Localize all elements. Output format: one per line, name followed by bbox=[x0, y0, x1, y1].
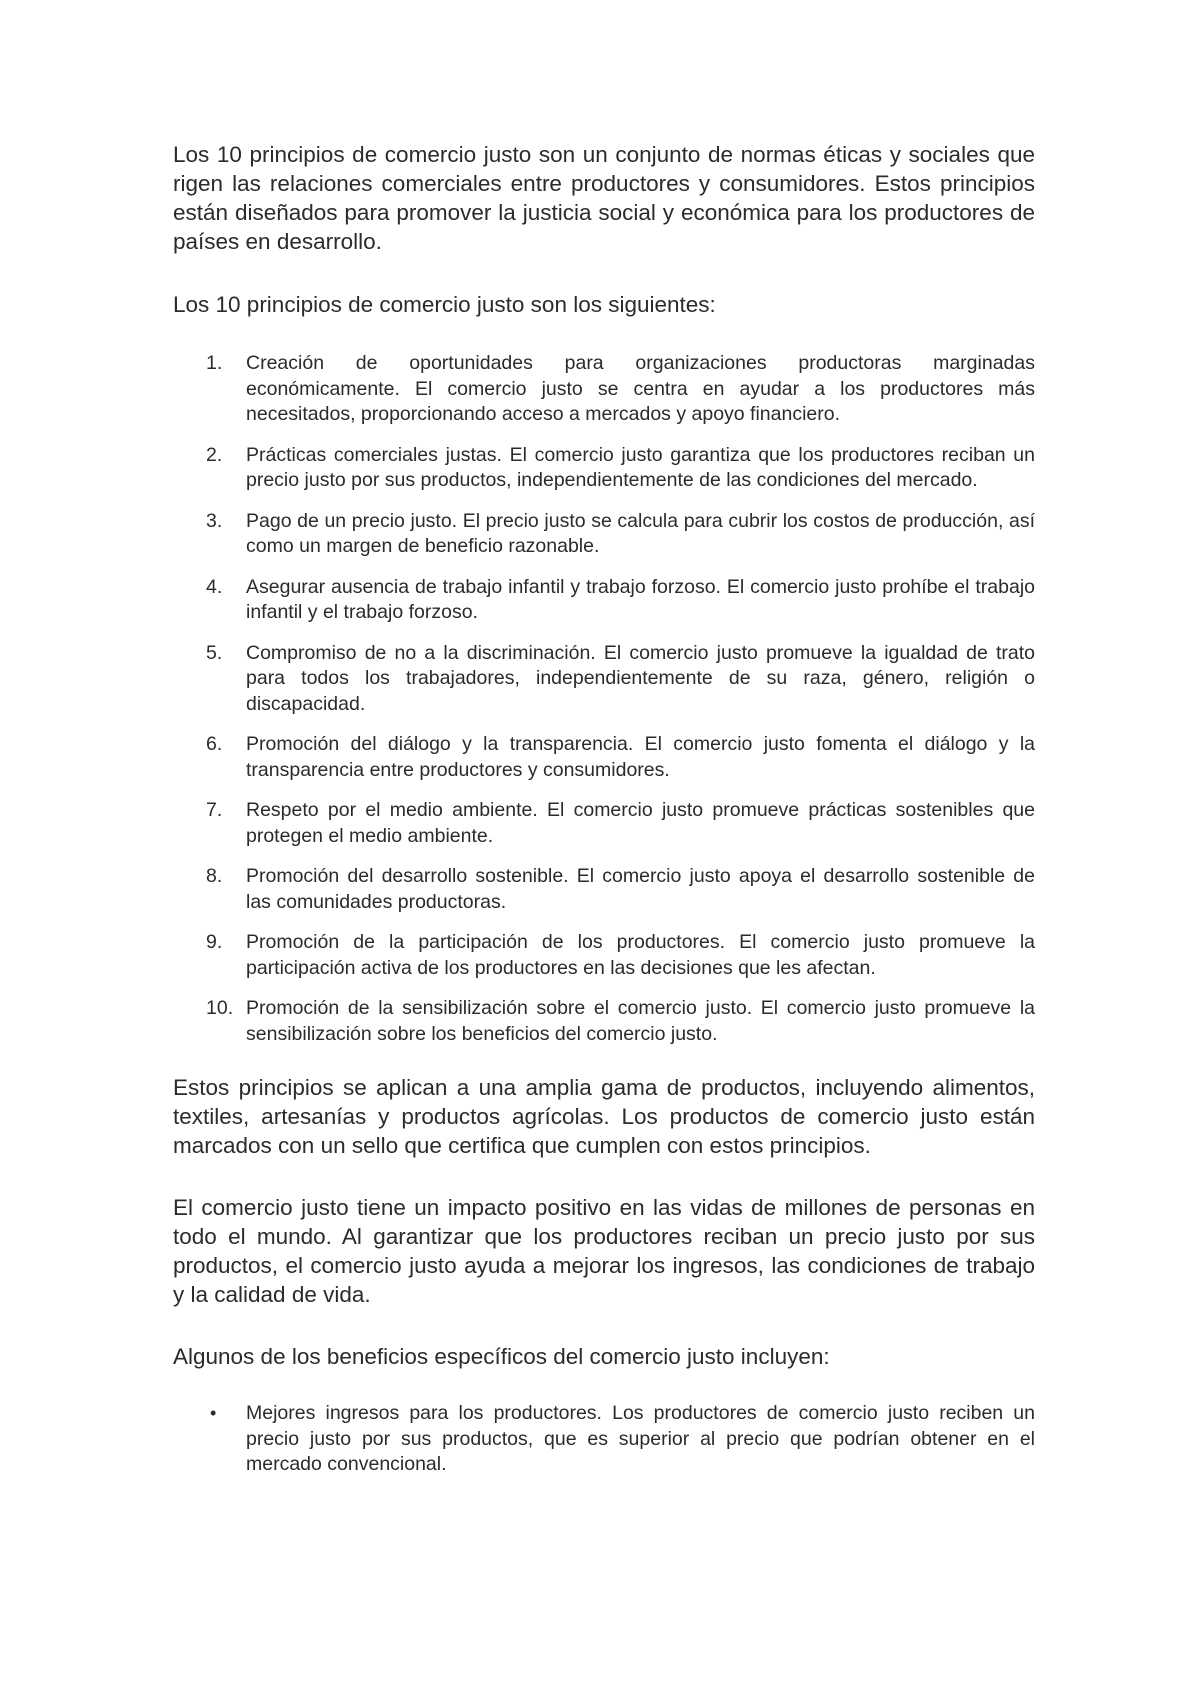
list-item-text: Promoción del desarrollo sostenible. El comercio justo apoya el desarrollo sostenible de las comunidades productoras. bbox=[246, 865, 1035, 913]
list-item bbox=[173, 443, 1035, 494]
list-item bbox=[173, 509, 1035, 560]
list-item-text: Prácticas comerciales justas. El comercio justo garantiza que los productores reciban un precio justo por sus productos, independientemente de las condiciones del mercado. bbox=[246, 443, 1035, 491]
list-item bbox=[173, 864, 1035, 915]
list-number: 9. bbox=[206, 931, 223, 953]
list-number: 3. bbox=[206, 509, 223, 532]
list-item bbox=[173, 996, 1035, 1047]
list-item bbox=[173, 351, 1035, 428]
list-item bbox=[173, 575, 1035, 626]
list-item-text: Promoción del diálogo y la transparencia. El comercio justo fomenta el diálogo y la transparencia entre productores y consumidores. bbox=[246, 733, 1035, 781]
list-number: 10. bbox=[206, 997, 234, 1019]
list-number: 7. bbox=[206, 799, 223, 821]
list-item bbox=[173, 798, 1035, 849]
list-number: 2. bbox=[206, 443, 223, 466]
list-number: 5. bbox=[206, 641, 223, 664]
impact-paragraph: El comercio justo tiene un impacto positivo en las vidas de millones de personas en todo el mundo. Al garantizar que los productores reciban un precio justo por sus productos, el comercio justo ayuda a mejorar los ingresos, las condiciones de trabajo y la calidad de vida. bbox=[173, 1195, 1035, 1307]
list-item bbox=[173, 641, 1035, 718]
list-number: 6. bbox=[206, 733, 223, 755]
scope-paragraph: Estos principios se aplican a una amplia gama de productos, incluyendo alimentos, textiles, artesanías y productos agrícolas. Los productos de comercio justo están marcados con un sello que certifica que cumplen con estos principios. bbox=[173, 1075, 1035, 1158]
list-item-text: Pago de un precio justo. El precio justo se calcula para cubrir los costos de producción, así como un margen de beneficio razonable. bbox=[246, 509, 1035, 557]
principles-list bbox=[173, 351, 1035, 1047]
benefits-lead: Algunos de los beneficios específicos del comercio justo incluyen: bbox=[173, 1344, 830, 1369]
list-number: 4. bbox=[206, 575, 223, 598]
list-item-text: Compromiso de no a la discriminación. El comercio justo promueve la igualdad de trato para todos los trabajadores, independientemente de su raza, género, religión o discapacidad. bbox=[246, 641, 1035, 715]
list-item bbox=[173, 1401, 1035, 1478]
list-item-text: Creación de oportunidades para organizaciones productoras marginadas económicamente. El comercio justo se centra en ayudar a los productores más necesitados, proporcionando acceso a mercados y apoyo financiero. bbox=[246, 352, 1035, 425]
list-item-text: Mejores ingresos para los productores. Los productores de comercio justo reciben un precio justo por sus productos, que es superior al precio que podrían obtener en el mercado convencional. bbox=[246, 1402, 1035, 1475]
list-number: 1. bbox=[206, 352, 223, 374]
list-item bbox=[173, 930, 1035, 981]
benefits-list bbox=[173, 1401, 1035, 1478]
intro-paragraph: Los 10 principios de comercio justo son un conjunto de normas éticas y sociales que rigen las relaciones comerciales entre productores y consumidores. Estos principios están diseñados para promover la justicia social y económica para los productores de países en desarrollo. bbox=[173, 142, 1035, 254]
list-item bbox=[173, 732, 1035, 783]
principles-lead: Los 10 principios de comercio justo son los siguientes: bbox=[173, 292, 716, 317]
document-page bbox=[173, 140, 1035, 1478]
list-item-text: Promoción de la sensibilización sobre el comercio justo. El comercio justo promueve la sensibilización sobre los beneficios del comercio justo. bbox=[246, 997, 1035, 1045]
list-number: 8. bbox=[206, 865, 223, 887]
list-item-text: Asegurar ausencia de trabajo infantil y trabajo forzoso. El comercio justo prohíbe el trabajo infantil y el trabajo forzoso. bbox=[246, 575, 1035, 623]
bullet-icon: • bbox=[210, 1403, 217, 1423]
list-item-text: Respeto por el medio ambiente. El comercio justo promueve prácticas sostenibles que protegen el medio ambiente. bbox=[246, 799, 1035, 847]
list-item-text: Promoción de la participación de los productores. El comercio justo promueve la participación activa de los productores en las decisiones que les afectan. bbox=[246, 931, 1035, 979]
